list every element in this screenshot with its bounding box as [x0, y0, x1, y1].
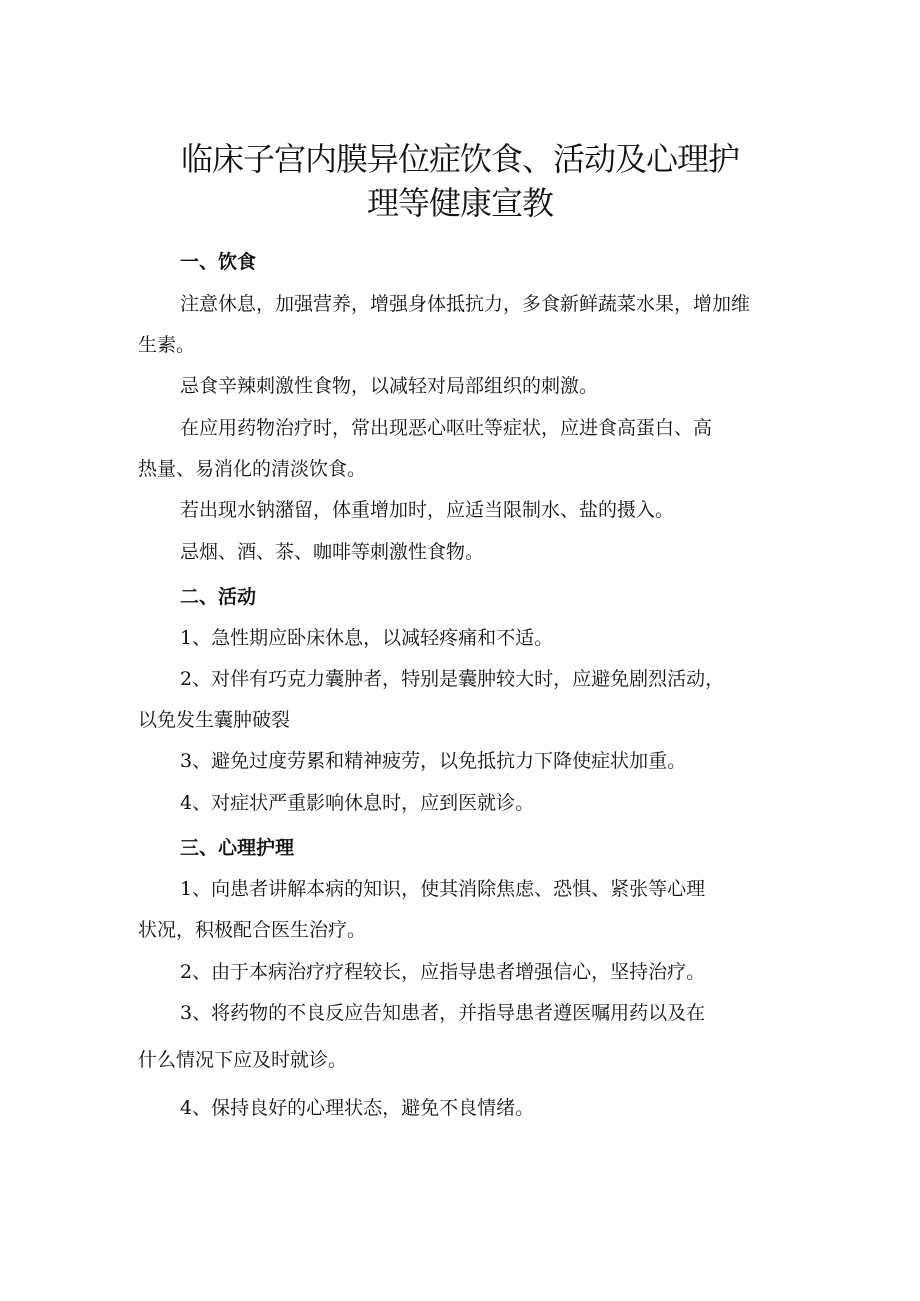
- paragraph-line: 2、对伴有巧克力囊肿者，特别是囊肿较大时，应避免剧烈活动，: [180, 668, 725, 690]
- paragraph-line: 3、避免过度劳累和精神疲劳，以免抵抗力下降使症状加重。: [180, 750, 687, 772]
- paragraph-line: 状况，积极配合医生治疗。: [138, 919, 367, 941]
- section-heading-diet: 一、饮食: [180, 251, 257, 273]
- paragraph-line: 4、保持良好的心理状态，避免不良情绪。: [180, 1097, 535, 1119]
- paragraph-line: 热量、易消化的清淡饮食。: [138, 458, 367, 480]
- section-heading-activity: 二、活动: [180, 586, 257, 608]
- paragraph-line: 注意休息，加强营养，增强身体抵抗力，多食新鲜蔬菜水果，增加维: [180, 293, 751, 315]
- paragraph-line: 忌食辛辣刺激性食物，以减轻对局部组织的刺激。: [180, 375, 599, 397]
- paragraph-line: 忌烟、酒、茶、咖啡等刺激性食物。: [180, 541, 485, 563]
- document-title-line-2: 理等健康宣教: [366, 184, 553, 223]
- document-title: [0, 137, 920, 225]
- paragraph-line: 2、由于本病治疗疗程较长，应指导患者增强信心，坚持治疗。: [180, 961, 706, 983]
- paragraph-line: 什么情况下应及时就诊。: [138, 1049, 348, 1071]
- paragraph-line: 1、向患者讲解本病的知识，使其消除焦虑、恐惧、紧张等心理: [180, 878, 706, 900]
- paragraph-line: 4、对症状严重影响休息时，应到医就诊。: [180, 792, 535, 814]
- paragraph-line: 在应用药物治疗时，常出现恶心呕吐等症状，应进食高蛋白、高: [180, 417, 713, 439]
- paragraph-line: 3、将药物的不良反应告知患者，并指导患者遵医嘱用药以及在: [180, 1002, 706, 1024]
- section-heading-psychological-care: 三、心理护理: [180, 837, 295, 859]
- paragraph-line: 以免发生囊肿破裂: [138, 709, 291, 731]
- paragraph-line: 生素。: [138, 334, 196, 356]
- paragraph-line: 1、急性期应卧床休息，以减轻疼痛和不适。: [180, 627, 554, 649]
- document-title-line-1: 临床子宫内膜异位症饮食、活动及心理护: [180, 140, 739, 179]
- paragraph-line: 若出现水钠潴留，体重增加时，应适当限制水、盐的摄入。: [180, 499, 675, 521]
